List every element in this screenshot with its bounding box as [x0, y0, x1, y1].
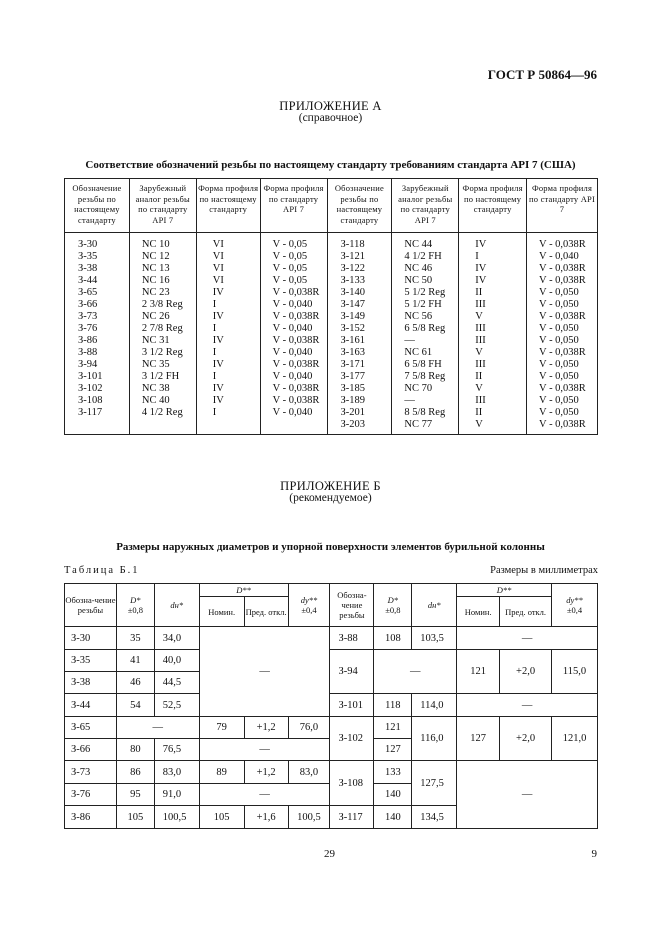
- D-cell: 46: [116, 672, 154, 694]
- dy-cell: 83,0: [288, 761, 330, 784]
- dn-cell: 44,5: [154, 672, 199, 694]
- designation-column: З-30 З-35 З-38 З-44 З-65 З-66 З-73 З-76 З-86 З-88 З-94 З-101 З-102 З-108 З-117: [65, 233, 130, 435]
- D-cell: 118: [374, 694, 412, 717]
- designation-cell: З-30: [65, 627, 117, 650]
- dash-cell: —: [116, 717, 199, 739]
- dn-cell: 127,5: [412, 761, 457, 806]
- deviation-cell: +1,2: [244, 717, 288, 739]
- header-dn: dн*: [412, 584, 457, 627]
- header-dy: dу** ±0,4: [288, 584, 330, 627]
- header-D: D* ±0,8: [116, 584, 154, 627]
- dn-cell: 52,5: [154, 694, 199, 717]
- profile-form-column: VI VI VI VI IV I IV I IV I IV I IV IV I: [196, 233, 260, 435]
- designation-cell: З-35: [65, 650, 117, 672]
- dn-cell: 116,0: [412, 717, 457, 761]
- nominal-cell: 89: [199, 761, 244, 784]
- col-header: Форма профиля по настоящему стандарту: [196, 179, 260, 233]
- api-analog-column: NC 10 NC 12 NC 13 NC 16 NC 23 2 3/8 Reg NC 26 2 7/8 Reg NC 31 3 1/2 Reg NC 35 3 1/2 FH NC 38 NC 40 4 1/2 Reg: [129, 233, 196, 435]
- header-D2: D**: [199, 584, 288, 597]
- table-label: Таблица Б.1: [64, 565, 140, 576]
- dn-cell: 100,5: [154, 806, 199, 829]
- designation-cell: З-117: [330, 806, 374, 829]
- col-header: Обозначение резьбы по настоящему стандарту: [327, 179, 392, 233]
- dash-cell: —: [457, 694, 598, 717]
- deviation-cell: +2,0: [500, 717, 552, 761]
- designation-cell: З-94: [330, 650, 374, 694]
- D-cell: 105: [116, 806, 154, 829]
- api-profile-column: V - 0,038R V - 0,040 V - 0,038R V - 0,038R V - 0,050 V - 0,050 V - 0,038R V - 0,050 V - 0,050 V - 0,038R V - 0,050 V - 0,050 V - 0,038R V - 0,050 V - 0,050 V - 0,038R: [527, 233, 598, 435]
- dy-cell: 115,0: [552, 650, 598, 694]
- dash-cell: —: [199, 627, 330, 717]
- api-analog-column: NC 44 4 1/2 FH NC 46 NC 50 5 1/2 Reg 5 1/2 FH NC 56 6 5/8 Reg — NC 61 6 5/8 FH 7 5/8 Reg NC 70 — 8 5/8 Reg NC 77: [392, 233, 459, 435]
- dn-cell: 76,5: [154, 739, 199, 761]
- D-cell: 35: [116, 627, 154, 650]
- dash-cell: —: [457, 761, 598, 829]
- D-cell: 108: [374, 627, 412, 650]
- D-cell: 95: [116, 784, 154, 806]
- appendix-a-subtitle: (справочное): [298, 112, 363, 124]
- standard-number: ГОСТ Р 50864—96: [487, 67, 597, 82]
- dn-cell: 34,0: [154, 627, 199, 650]
- col-header: Обозначение резьбы по настоящему стандарту: [65, 179, 130, 233]
- header-D: D* ±0,8: [374, 584, 412, 627]
- designation-cell: З-102: [330, 717, 374, 761]
- appendix-b-title: ПРИЛОЖЕНИЕ Б: [280, 479, 381, 493]
- diameters-table: [64, 583, 598, 829]
- designation-cell: З-66: [65, 739, 117, 761]
- appendix-a-title: ПРИЛОЖЕНИЕ А: [279, 99, 382, 113]
- D-cell: 80: [116, 739, 154, 761]
- dy-cell: 100,5: [288, 806, 330, 829]
- appendix-b-caption: Размеры наружных диаметров и упорной поверхности элементов бурильной колонны: [116, 541, 545, 553]
- designation-column: З-118 З-121 З-122 З-133 З-140 З-147 З-149 З-152 З-161 З-163 З-171 З-177 З-185 З-189 З-201 З-203: [327, 233, 392, 435]
- appendix-a-caption: Соответствие обозначений резьбы по настоящему стандарту требованиям стандарта API 7 (США): [85, 159, 576, 171]
- thread-correspondence-table: [64, 178, 598, 435]
- D-cell: 41: [116, 650, 154, 672]
- nominal-cell: 105: [199, 806, 244, 829]
- designation-cell: З-88: [330, 627, 374, 650]
- header-dy: dу** ±0,4: [552, 584, 598, 627]
- dn-cell: 83,0: [154, 761, 199, 784]
- dash-cell: —: [457, 627, 598, 650]
- deviation-cell: +1,6: [244, 806, 288, 829]
- deviation-cell: +2,0: [500, 650, 552, 694]
- units-note: Размеры в миллиметрах: [490, 565, 598, 576]
- col-header: Зарубежный аналог резьбы по стандарту API 7: [129, 179, 196, 233]
- dash-cell: —: [374, 650, 457, 694]
- D-cell: 140: [374, 784, 412, 806]
- D-cell: 127: [374, 739, 412, 761]
- D-cell: 54: [116, 694, 154, 717]
- header-D2: D**: [457, 584, 552, 597]
- header-nominal: Номин.: [457, 597, 500, 627]
- appendix-b-subtitle: (рекомендуемое): [289, 492, 372, 504]
- header-designation: Обозна-чение резьбы: [330, 584, 374, 627]
- dn-cell: 40,0: [154, 650, 199, 672]
- designation-cell: З-38: [65, 672, 117, 694]
- D-cell: 121: [374, 717, 412, 739]
- col-header: Зарубежный аналог резьбы по стандарту API 7: [392, 179, 459, 233]
- col-header: Форма профиля по настоящему стандарту: [459, 179, 527, 233]
- dy-cell: 121,0: [552, 717, 598, 761]
- D-cell: 133: [374, 761, 412, 784]
- dash-cell: —: [199, 784, 330, 806]
- header-dn: dн*: [154, 584, 199, 627]
- dash-cell: —: [199, 739, 330, 761]
- profile-form-column: IV I IV IV II III V III III V III II V III II V: [459, 233, 527, 435]
- col-header: Форма профиля по стандарту API 7: [260, 179, 327, 233]
- dn-cell: 103,5: [412, 627, 457, 650]
- designation-cell: З-73: [65, 761, 117, 784]
- nominal-cell: 121: [457, 650, 500, 694]
- header-deviation: Пред. откл.: [500, 597, 552, 627]
- nominal-cell: 79: [199, 717, 244, 739]
- header-designation: Обозна-чение резьбы: [65, 584, 117, 627]
- page-number-center: 29: [324, 848, 335, 860]
- designation-cell: З-44: [65, 694, 117, 717]
- api-profile-column: V - 0,05 V - 0,05 V - 0,05 V - 0,05 V - 0,038R V - 0,040 V - 0,038R V - 0,040 V - 0,038R V - 0,040 V - 0,038R V - 0,040 V - 0,038R V - 0,038R V - 0,040: [260, 233, 327, 435]
- deviation-cell: +1,2: [244, 761, 288, 784]
- designation-cell: З-101: [330, 694, 374, 717]
- dy-cell: 76,0: [288, 717, 330, 739]
- designation-cell: З-76: [65, 784, 117, 806]
- dn-cell: 134,5: [412, 806, 457, 829]
- header-deviation: Пред. откл.: [244, 597, 288, 627]
- designation-cell: З-108: [330, 761, 374, 806]
- D-cell: 140: [374, 806, 412, 829]
- designation-cell: З-86: [65, 806, 117, 829]
- page-number-right: 9: [591, 848, 597, 860]
- D-cell: 86: [116, 761, 154, 784]
- designation-cell: З-65: [65, 717, 117, 739]
- col-header: Форма профиля по стандарту API 7: [527, 179, 598, 233]
- header-nominal: Номин.: [199, 597, 244, 627]
- dn-cell: 114,0: [412, 694, 457, 717]
- nominal-cell: 127: [457, 717, 500, 761]
- dn-cell: 91,0: [154, 784, 199, 806]
